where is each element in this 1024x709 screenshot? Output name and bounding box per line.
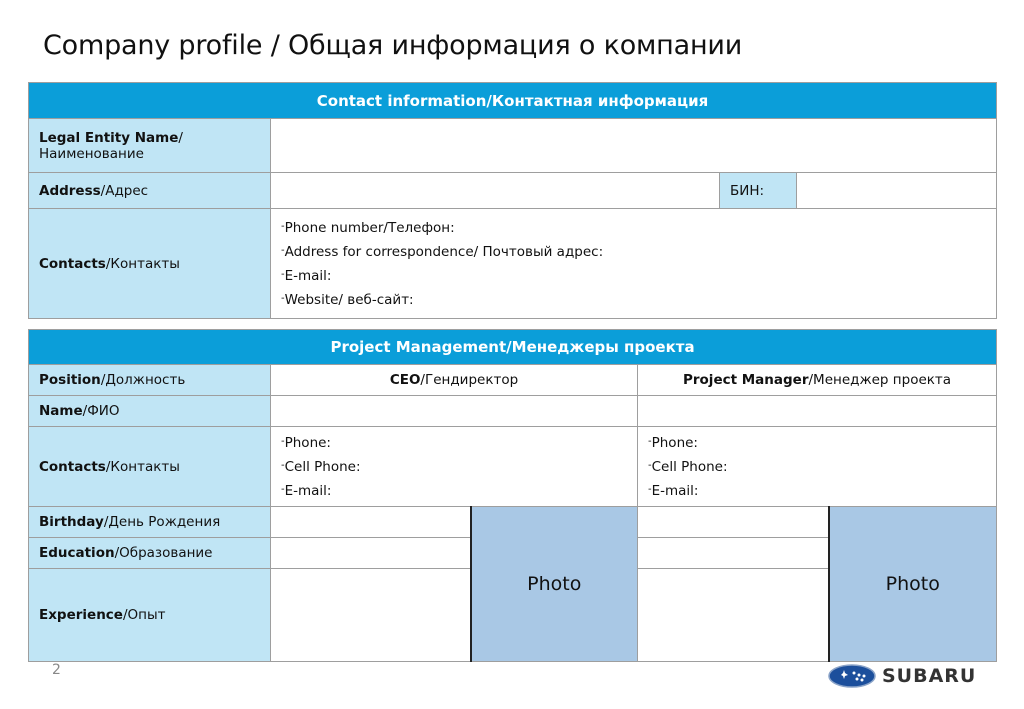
page-title: Company profile / Общая информация о компании	[43, 30, 743, 61]
education-label: Education/Образование	[29, 538, 271, 569]
company-contacts-field[interactable]	[271, 209, 997, 319]
contacts-label: Contacts/Контакты	[29, 209, 271, 319]
ceo-name-field[interactable]	[271, 396, 638, 427]
contact-information-table	[28, 82, 997, 319]
subaru-logo: SUBARU	[828, 664, 976, 688]
legal-entity-name-field[interactable]	[271, 119, 997, 173]
ceo-column-header: CEO/Гендиректор	[271, 365, 638, 396]
experience-label: Experience/Опыт	[29, 569, 271, 662]
page-number: 2	[52, 662, 61, 678]
name-label: Name/ФИО	[29, 396, 271, 427]
ceo-photo-placeholder[interactable]: Photo	[471, 507, 638, 662]
address-label: Address/Адрес	[29, 173, 271, 209]
position-label: Position/Должность	[29, 365, 271, 396]
pm-name-field[interactable]	[638, 396, 997, 427]
email-line: -E-mail:	[281, 267, 332, 284]
bin-label: БИН:	[720, 173, 797, 209]
project-management-table	[28, 329, 997, 662]
contact-section-header: Contact information/Контактная информация	[29, 83, 997, 119]
ceo-experience-field[interactable]	[271, 569, 471, 662]
pm-birthday-field[interactable]	[638, 507, 829, 538]
pm-education-field[interactable]	[638, 538, 829, 569]
project-manager-column-header: Project Manager/Менеджер проекта	[638, 365, 997, 396]
bin-field[interactable]	[797, 173, 997, 209]
ceo-education-field[interactable]	[271, 538, 471, 569]
manager-contacts-label: Contacts/Контакты	[29, 427, 271, 507]
ceo-contacts-field[interactable]: -Phone: -Cell Phone: -E-mail:	[271, 427, 638, 507]
correspondence-address-line: -Address for correspondence/ Почтовый адрес:	[281, 243, 604, 260]
pm-photo-placeholder[interactable]: Photo	[829, 507, 997, 662]
address-field[interactable]	[271, 173, 720, 209]
legal-entity-label: Legal Entity Name/Наименование	[29, 119, 271, 173]
ceo-birthday-field[interactable]	[271, 507, 471, 538]
management-section-header: Project Management/Менеджеры проекта	[29, 330, 997, 365]
birthday-label: Birthday/День Рождения	[29, 507, 271, 538]
pm-contacts-field[interactable]: -Phone: -Cell Phone: -E-mail:	[638, 427, 997, 507]
pm-experience-field[interactable]	[638, 569, 829, 662]
phone-line: -Phone number/Телефон:	[281, 219, 455, 236]
subaru-star-emblem-icon	[828, 664, 876, 688]
website-line: -Website/ веб-сайт:	[281, 291, 414, 308]
